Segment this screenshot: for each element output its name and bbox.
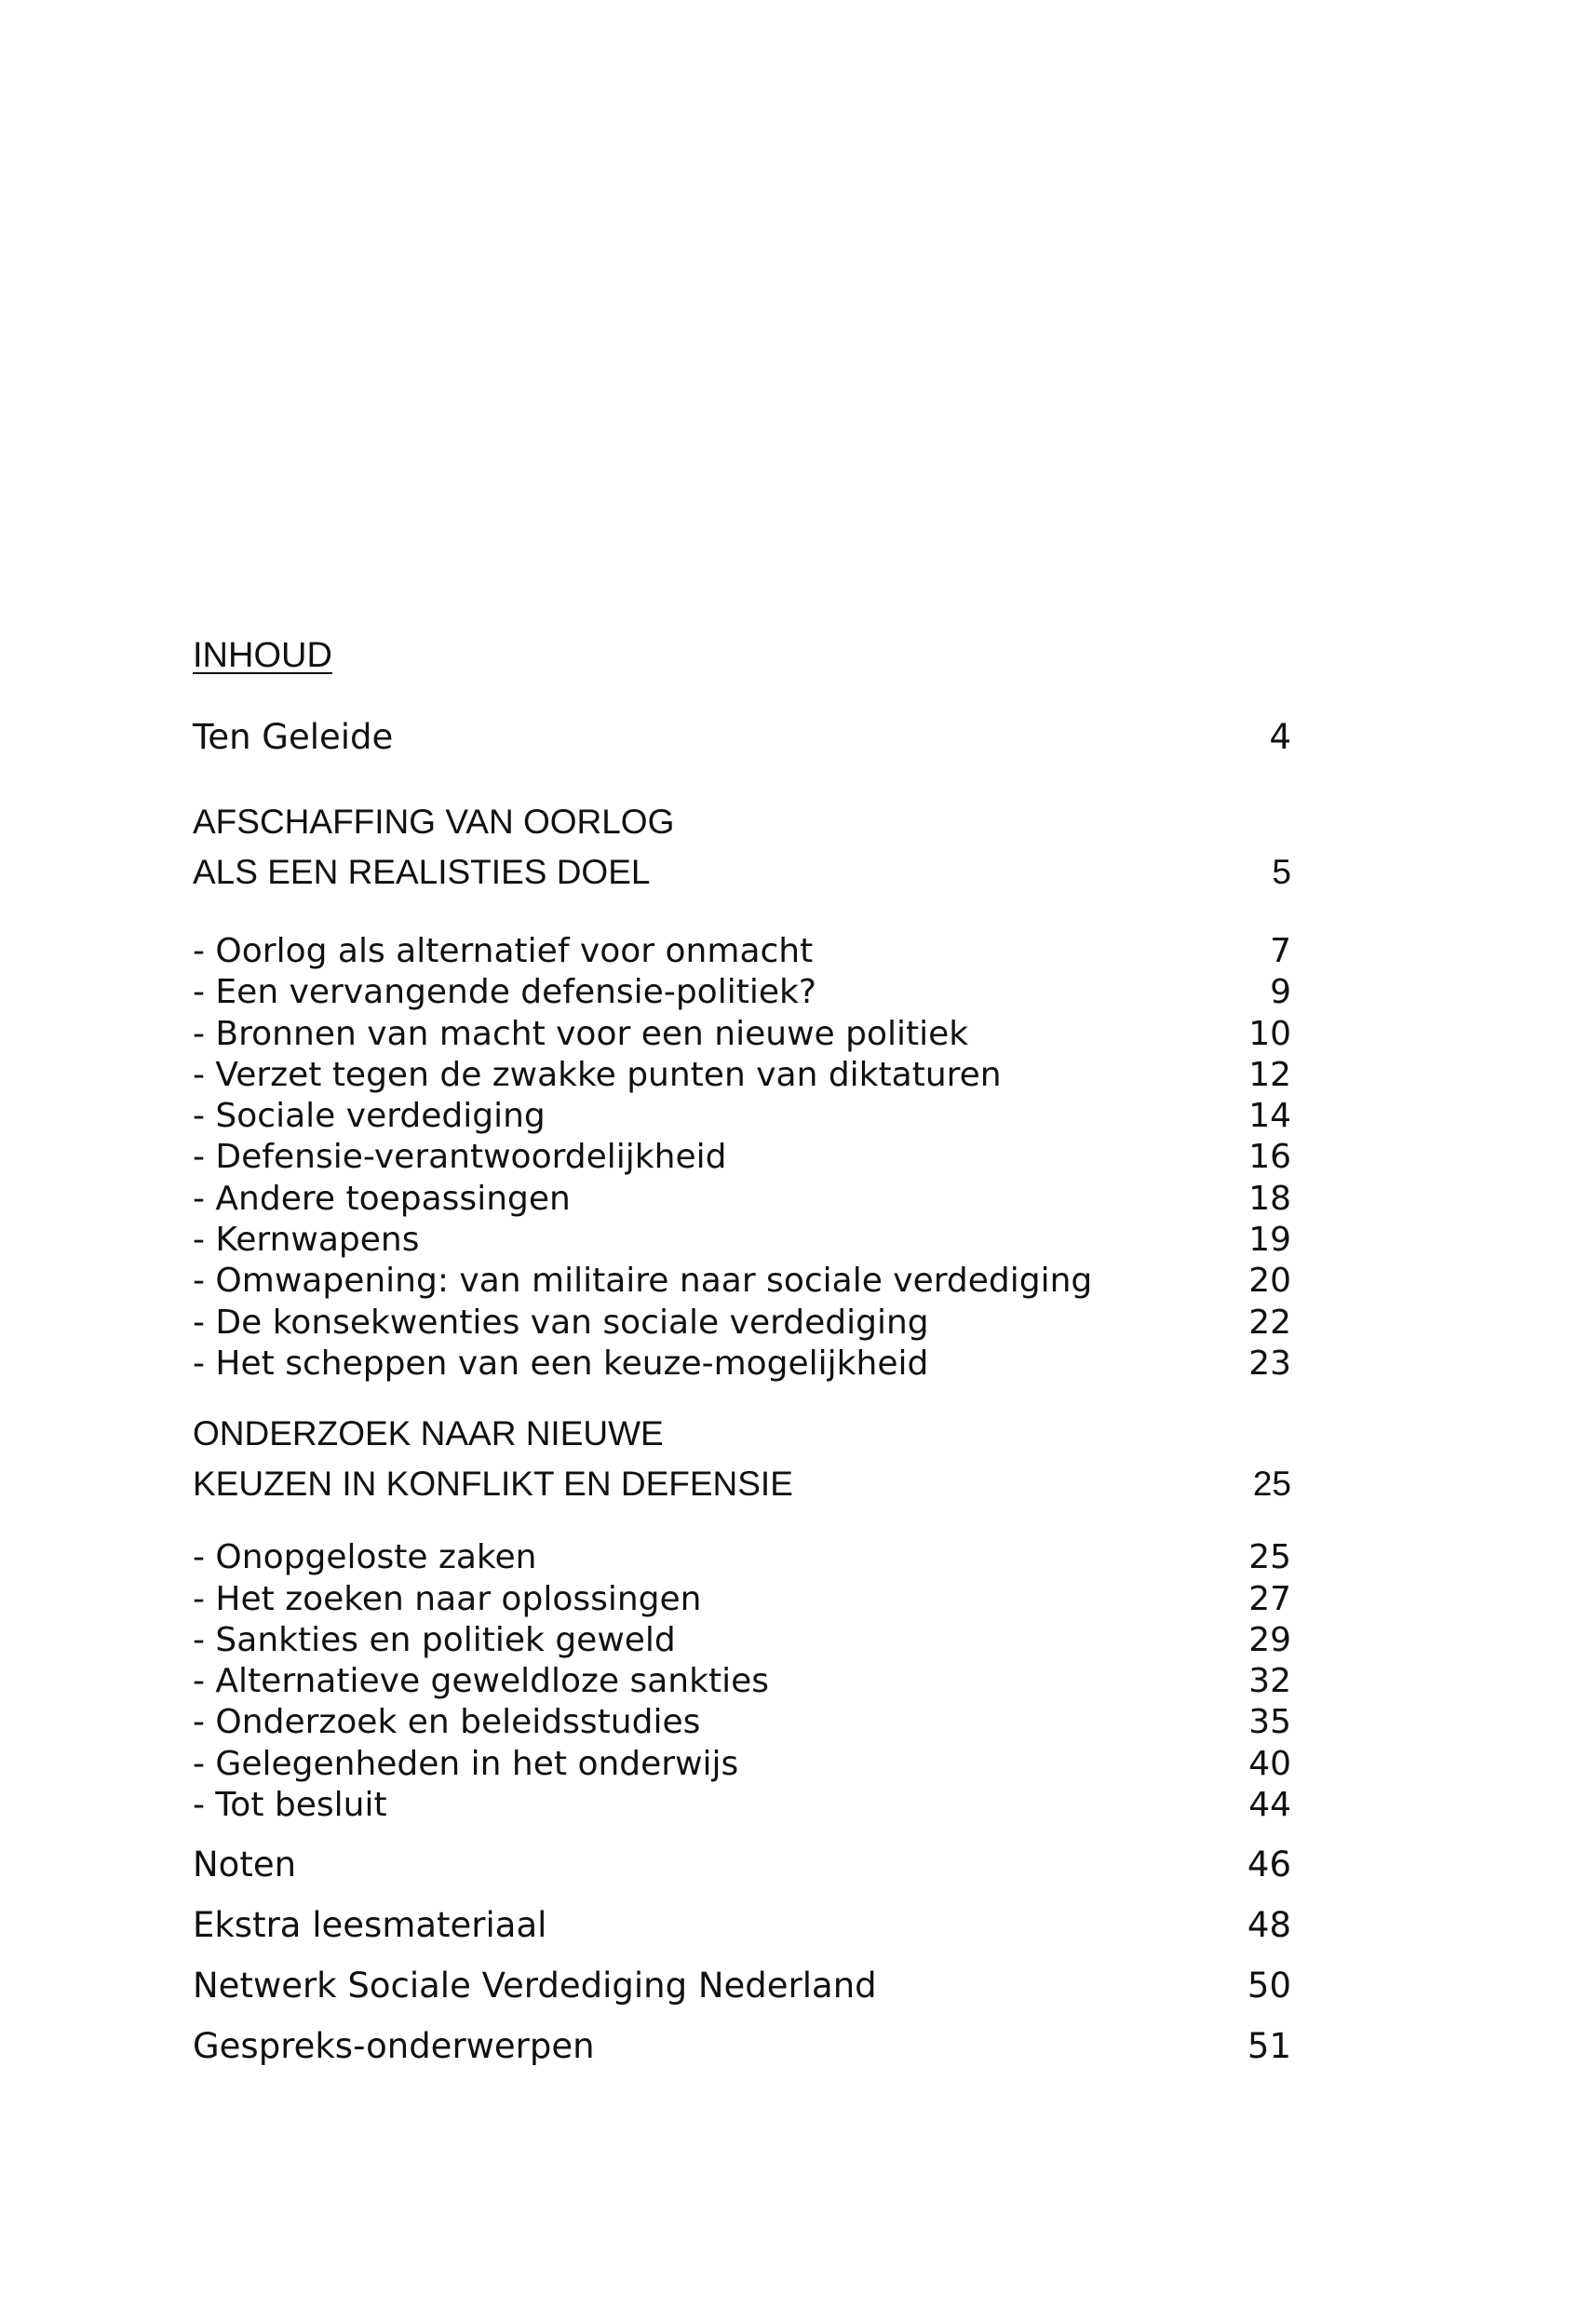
toc-item-title: - Kernwapens [193, 1221, 420, 1260]
toc-item-page: 9 [1270, 973, 1291, 1012]
toc-heading: INHOUD [193, 636, 332, 675]
toc-item-page: 22 [1248, 1303, 1291, 1342]
toc-entry-page: 51 [1247, 2026, 1291, 2067]
section-2-items [193, 1537, 1291, 1826]
toc-item [193, 1744, 1291, 1785]
toc-item-title: - Het scheppen van een keuze-mogelijkheid [193, 1344, 929, 1383]
toc-section-2 [193, 1409, 1291, 1509]
toc-item [193, 1014, 1291, 1055]
toc-item-page: 40 [1248, 1744, 1291, 1783]
section-1-items [193, 931, 1291, 1385]
toc-item-title: - Onopgeloste zaken [193, 1538, 537, 1577]
section-title-line2-row [193, 847, 1291, 898]
toc-item-title: - Het zoeken naar oplossingen [193, 1579, 702, 1618]
toc-item-title: - Oorlog als alternatief voor onmacht [193, 932, 814, 970]
toc-item [193, 1702, 1291, 1743]
toc-item-page: 12 [1248, 1055, 1291, 1094]
toc-item-page: 18 [1248, 1179, 1291, 1218]
section-page: 25 [1252, 1465, 1291, 1504]
toc-item-page: 44 [1248, 1786, 1291, 1825]
toc-item-title: - Sankties en politiek geweld [193, 1620, 676, 1659]
toc-item-title: - Alternatieve geweldloze sankties [193, 1662, 769, 1701]
section-title-line1: AFSCHAFFING VAN OORLOG [193, 803, 675, 841]
toc-item [193, 1579, 1291, 1620]
toc-item-page: 16 [1248, 1138, 1291, 1177]
toc-item-title: - Gelegenheden in het onderwijs [193, 1744, 739, 1783]
toc-item-page: 23 [1248, 1344, 1291, 1383]
toc-entry-page: 46 [1247, 1844, 1291, 1885]
toc-item [193, 1620, 1291, 1661]
toc-item-page: 20 [1248, 1262, 1291, 1301]
toc-item-page: 7 [1270, 932, 1291, 970]
toc-item-page: 14 [1248, 1097, 1291, 1136]
toc-entry-netwerk [193, 1966, 1291, 2006]
toc-item-page: 27 [1248, 1579, 1291, 1618]
toc-item-page: 29 [1248, 1620, 1291, 1659]
toc-item [193, 1344, 1291, 1385]
toc-item-title: - Bronnen van macht voor een nieuwe politiek [193, 1014, 969, 1053]
toc-item [193, 1055, 1291, 1096]
toc-item-title: - Andere toepassingen [193, 1179, 571, 1218]
section-title-line1: ONDERZOEK NAAR NIEUWE [193, 1414, 664, 1453]
toc-item-title: - De konsekwenties van sociale verdediging [193, 1303, 929, 1342]
toc-item-title: - Omwapening: van militaire naar sociale verdediging [193, 1262, 1093, 1301]
toc-entry-gespreks-onderwerpen [193, 2026, 1291, 2067]
toc-entry-page: 50 [1247, 1966, 1291, 2006]
toc-item [193, 1137, 1291, 1178]
toc-item [193, 1261, 1291, 1302]
toc-item-page: 10 [1248, 1014, 1291, 1053]
toc-item-page: 19 [1248, 1221, 1291, 1260]
toc-entry-page: 4 [1269, 717, 1291, 757]
toc-entry-noten [193, 1844, 1291, 1885]
toc-entry-ten-geleide [193, 717, 1291, 758]
toc-item [193, 1537, 1291, 1578]
toc-item [193, 1785, 1291, 1826]
toc-item-title: - Defensie-verantwoordelijkheid [193, 1138, 727, 1177]
toc-item-page: 32 [1248, 1662, 1291, 1701]
toc-entry-title: Gespreks-onderwerpen [193, 2026, 595, 2067]
toc-item-page: 35 [1248, 1703, 1291, 1742]
table-of-contents [193, 717, 1291, 2067]
section-title-line2: ALS EEN REALISTIES DOEL [193, 853, 651, 891]
section-title-line2: KEUZEN IN KONFLIKT EN DEFENSIE [193, 1465, 793, 1504]
toc-entry-ekstra-leesmateriaal [193, 1905, 1291, 1946]
toc-item [193, 972, 1291, 1013]
toc-item [193, 1220, 1291, 1261]
toc-item-title: - Tot besluit [193, 1786, 387, 1825]
section-page: 5 [1272, 853, 1291, 891]
toc-item [193, 1661, 1291, 1702]
toc-entry-title: Ten Geleide [193, 717, 394, 757]
toc-item [193, 931, 1291, 972]
toc-item [193, 1303, 1291, 1344]
toc-item [193, 1179, 1291, 1220]
section-title-line2-row [193, 1459, 1291, 1509]
toc-entry-title: Netwerk Sociale Verdediging Nederland [193, 1966, 877, 2006]
toc-section-1 [193, 797, 1291, 898]
toc-entry-title: Ekstra leesmateriaal [193, 1905, 547, 1946]
toc-entry-page: 48 [1247, 1905, 1291, 1946]
toc-item-page: 25 [1248, 1538, 1291, 1577]
toc-item-title: - Verzet tegen de zwakke punten van diktaturen [193, 1055, 1002, 1094]
toc-item [193, 1096, 1291, 1137]
toc-item-title: - Onderzoek en beleidsstudies [193, 1703, 701, 1742]
toc-item-title: - Een vervangende defensie-politiek? [193, 973, 816, 1012]
toc-item-title: - Sociale verdediging [193, 1097, 546, 1136]
toc-entry-title: Noten [193, 1844, 297, 1885]
